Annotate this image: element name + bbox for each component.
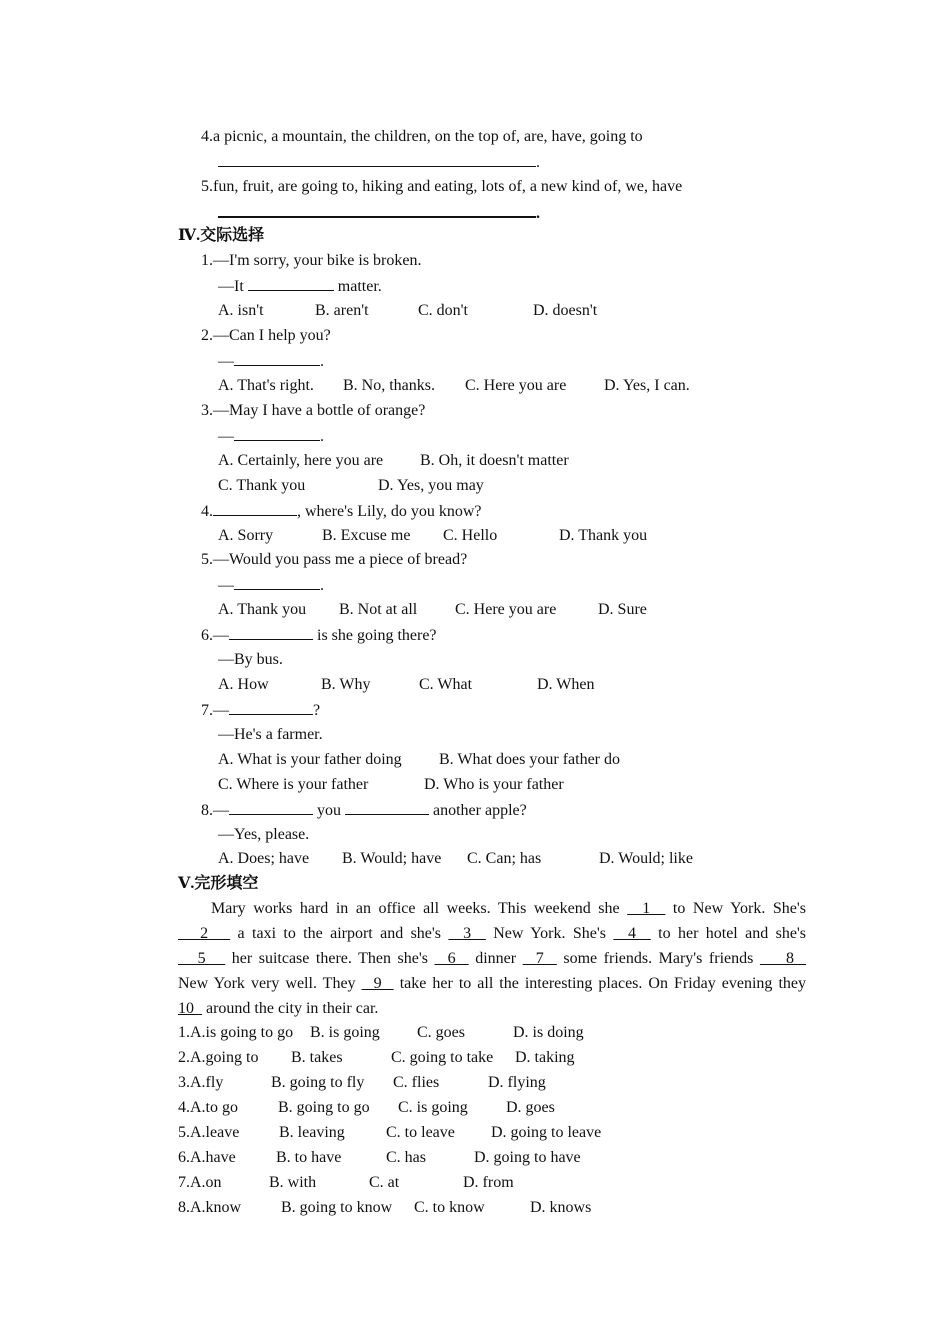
option-a[interactable]: A. Sorry (218, 527, 274, 544)
text: take her to all the interesting places. On Friday evening they (393, 975, 807, 992)
choice-1-b[interactable]: B. is going (310, 1024, 380, 1041)
cloze-passage-line-2 (178, 921, 806, 946)
text: to her hotel and she's (650, 925, 807, 942)
cloze-passage-line-3 (178, 946, 806, 971)
choice-8-d[interactable]: D. knows (530, 1199, 592, 1216)
option-c[interactable]: C. Where is your father (218, 776, 369, 793)
answer-blank[interactable] (229, 700, 313, 715)
text: Mary works hard in an office all weeks. This weekend she (211, 900, 628, 917)
choice-3-d[interactable]: D. flying (488, 1074, 546, 1091)
text: ? (313, 702, 321, 719)
section-heading-v: Ⅴ.完形填空 (178, 875, 259, 892)
choice-1-d[interactable]: D. is doing (513, 1024, 584, 1041)
sec4-q7-line1 (201, 700, 320, 721)
text: is she going there? (313, 627, 437, 644)
text: —It (218, 278, 248, 295)
cloze-blank-4[interactable]: 4 (613, 925, 651, 942)
option-c[interactable]: C. Can; has (467, 850, 542, 867)
option-a[interactable]: A. Thank you (218, 601, 307, 618)
option-a[interactable]: A. That's right. (218, 377, 314, 394)
option-d[interactable]: D. Would; like (599, 850, 693, 867)
cloze-passage-line-4 (178, 971, 806, 996)
option-d[interactable]: D. Yes, I can. (604, 377, 690, 394)
text: matter. (333, 278, 382, 295)
answer-blank[interactable] (234, 426, 320, 441)
choice-3-c[interactable]: C. flies (393, 1074, 440, 1091)
sec4-q8-line2: —Yes, please. (218, 826, 310, 843)
choice-6-b[interactable]: B. to have (276, 1149, 342, 1166)
sec4-q3-line2 (218, 426, 324, 447)
option-d[interactable]: D. Who is your father (424, 776, 564, 793)
text: . (320, 428, 324, 445)
option-b[interactable]: B. aren't (315, 302, 369, 319)
choice-2-c[interactable]: C. going to take (391, 1049, 494, 1066)
choice-5-b[interactable]: B. leaving (279, 1124, 345, 1141)
cloze-blank-6[interactable]: 6 (434, 950, 469, 967)
answer-blank[interactable] (218, 202, 536, 218)
cloze-blank-3[interactable]: 3 (448, 925, 486, 942)
option-a[interactable]: A. Does; have (218, 850, 310, 867)
text: around the city in their car. (202, 1000, 379, 1017)
choice-7-a[interactable]: 7.A.on (178, 1174, 222, 1191)
option-c[interactable]: C. Here you are (465, 377, 567, 394)
choice-6-a[interactable]: 6.A.have (178, 1149, 236, 1166)
option-c[interactable]: C. What (419, 676, 473, 693)
sec4-q7-line2: —He's a farmer. (218, 726, 323, 743)
sec4-q6-line1 (201, 625, 437, 646)
answer-blank[interactable] (345, 800, 429, 815)
text: 4. (201, 503, 213, 520)
answer-blank[interactable] (229, 800, 313, 815)
choice-1-a[interactable]: 1.A.is going to go (178, 1024, 294, 1041)
choice-5-d[interactable]: D. going to leave (491, 1124, 602, 1141)
choice-6-d[interactable]: D. going to have (474, 1149, 581, 1166)
text: — (218, 428, 234, 445)
sec3-question-4: 4.a picnic, a mountain, the children, on the top of, are, have, going to (201, 128, 643, 145)
text: . (320, 577, 324, 594)
cloze-blank-10[interactable]: 10 (178, 1000, 202, 1017)
text: 8.— (201, 802, 229, 819)
choice-2-b[interactable]: B. takes (291, 1049, 343, 1066)
cloze-blank-5[interactable]: 5 (178, 950, 226, 967)
section-heading-iv: Ⅳ.交际选择 (178, 227, 265, 244)
option-a[interactable]: A. What is your father doing (218, 751, 402, 768)
option-d[interactable]: D. When (537, 676, 595, 693)
cloze-blank-7[interactable]: 7 (522, 950, 557, 967)
sec4-q3-line1: 3.—May I have a bottle of orange? (201, 402, 426, 419)
option-b[interactable]: B. Would; have (342, 850, 442, 867)
sec4-q5-line1: 5.—Would you pass me a piece of bread? (201, 551, 468, 568)
option-a[interactable]: A. Certainly, here you are (218, 452, 384, 469)
text: to New York. She's (665, 900, 807, 917)
sec3-answer-line-5 (218, 202, 540, 224)
choice-2-d[interactable]: D. taking (515, 1049, 575, 1066)
answer-blank[interactable] (248, 276, 334, 291)
text: another apple? (429, 802, 527, 819)
answer-blank[interactable] (218, 152, 536, 167)
choice-3-b[interactable]: B. going to fly (271, 1074, 365, 1091)
option-b[interactable]: B. What does your father do (439, 751, 620, 768)
option-a[interactable]: A. How (218, 676, 269, 693)
sec3-question-5: 5.fun, fruit, are going to, hiking and eating, lots of, a new kind of, we, have (201, 178, 683, 195)
choice-8-a[interactable]: 8.A.know (178, 1199, 242, 1216)
choice-8-b[interactable]: B. going to know (281, 1199, 393, 1216)
option-d[interactable]: D. Yes, you may (378, 477, 484, 494)
cloze-blank-9[interactable]: 9 (361, 975, 394, 992)
choice-7-d[interactable]: D. from (463, 1174, 514, 1191)
option-d[interactable]: D. Thank you (559, 527, 648, 544)
choice-1-c[interactable]: C. goes (417, 1024, 465, 1041)
cloze-blank-8[interactable]: 8 (759, 950, 807, 967)
choice-5-c[interactable]: C. to leave (386, 1124, 455, 1141)
text: 6.— (201, 627, 229, 644)
option-b[interactable]: B. Why (321, 676, 371, 693)
text: — (218, 353, 234, 370)
option-a[interactable]: A. isn't (218, 302, 264, 319)
sec4-q2-line1: 2.—Can I help you? (201, 327, 331, 344)
choice-7-c[interactable]: C. at (369, 1174, 400, 1191)
cloze-passage-line-5 (178, 996, 806, 1021)
option-c[interactable]: C. Here you are (455, 601, 557, 618)
option-b[interactable]: B. Excuse me (322, 527, 411, 544)
option-d[interactable]: D. Sure (598, 601, 647, 618)
choice-2-a[interactable]: 2.A.going to (178, 1049, 259, 1066)
text: a taxi to the airport and she's (230, 925, 449, 942)
sec4-q6-line2: —By bus. (218, 651, 283, 668)
text: . (320, 353, 324, 370)
choice-5-a[interactable]: 5.A.leave (178, 1124, 240, 1141)
period: . (536, 205, 540, 222)
option-b[interactable]: B. No, thanks. (343, 377, 435, 394)
choice-4-a[interactable]: 4.A.to go (178, 1099, 238, 1116)
sec4-q8-line1 (201, 800, 527, 821)
text: New York. She's (485, 925, 614, 942)
sec4-q1-line2 (218, 276, 382, 297)
text: New York very well. They (178, 975, 362, 992)
option-b[interactable]: B. Not at all (339, 601, 418, 618)
text: 7.— (201, 702, 229, 719)
sec4-q4-line1 (201, 501, 481, 522)
sec4-q1-line1: 1.—I'm sorry, your bike is broken. (201, 252, 422, 269)
text: dinner (468, 950, 523, 967)
sec4-q5-line2 (218, 575, 324, 596)
cloze-passage-line-1 (178, 896, 806, 921)
option-c[interactable]: C. Hello (443, 527, 498, 544)
cloze-blank-1[interactable]: 1 (627, 900, 666, 917)
choice-3-a[interactable]: 3.A.fly (178, 1074, 224, 1091)
option-b[interactable]: B. Oh, it doesn't matter (420, 452, 569, 469)
text: some friends. Mary's friends (556, 950, 760, 967)
cloze-blank-2[interactable]: 2 (178, 925, 231, 942)
answer-blank[interactable] (229, 625, 313, 640)
text: — (218, 577, 234, 594)
answer-blank[interactable] (234, 575, 320, 590)
answer-blank[interactable] (213, 501, 297, 516)
choice-6-c[interactable]: C. has (386, 1149, 426, 1166)
text: you (313, 802, 345, 819)
text: her suitcase there. Then she's (225, 950, 435, 967)
answer-blank[interactable] (234, 351, 320, 366)
choice-8-c[interactable]: C. to know (414, 1199, 485, 1216)
sec4-q2-line2 (218, 351, 324, 372)
choice-4-c[interactable]: C. is going (398, 1099, 468, 1116)
choice-4-b[interactable]: B. going to go (278, 1099, 370, 1116)
text: , where's Lily, do you know? (297, 503, 482, 520)
sec3-answer-line-4 (218, 152, 540, 173)
option-c[interactable]: C. Thank you (218, 477, 306, 494)
choice-7-b[interactable]: B. with (269, 1174, 317, 1191)
period: . (536, 154, 540, 171)
option-d[interactable]: D. doesn't (533, 302, 598, 319)
choice-4-d[interactable]: D. goes (506, 1099, 555, 1116)
option-c[interactable]: C. don't (418, 302, 468, 319)
